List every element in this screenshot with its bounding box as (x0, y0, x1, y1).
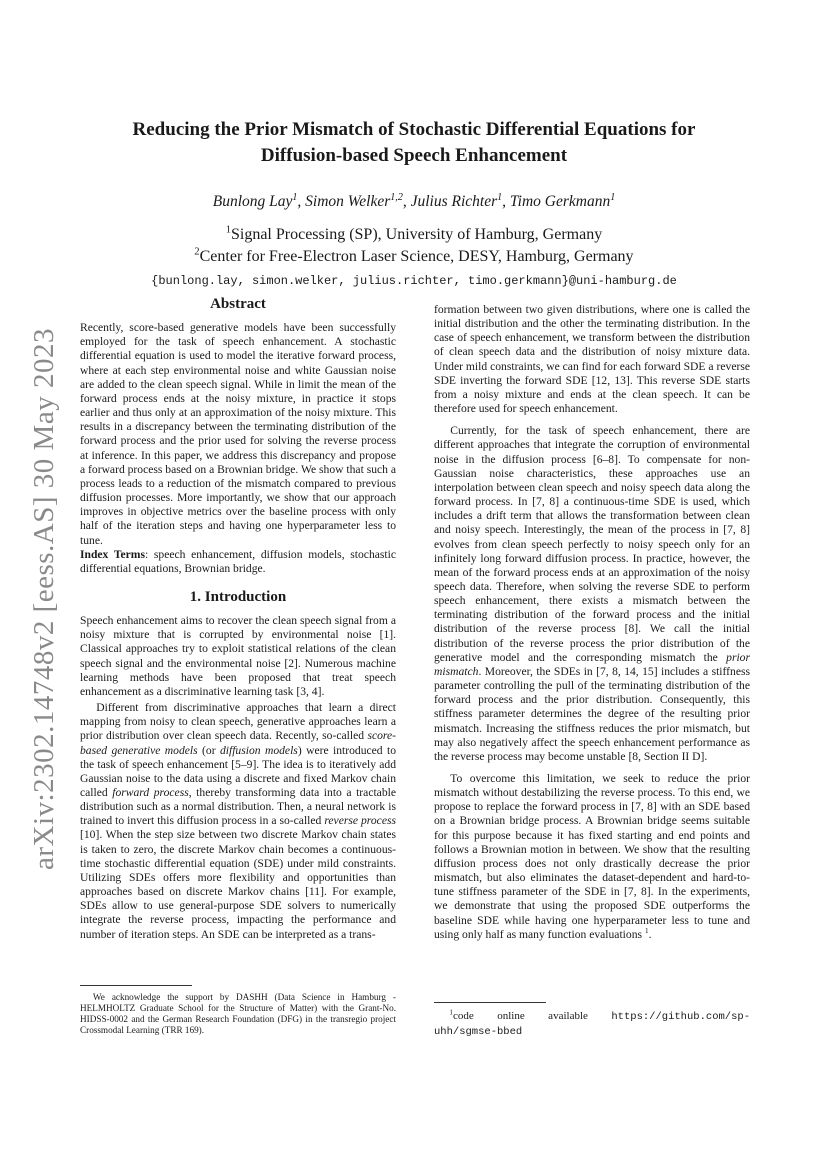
text-run: To overcome this limitation, we seek to reduce the prior mismatch without destabilizing the reverse process. To this end, we propose to replace the forward process in [7, 8] with an SDE based on a Brownian bridge process. A Brownian bridge seems suitable for this purpose because it has fixed starting and end points and follows a Brownian motion in between. We show that the resulting diffusion process does not only drastically decrease the prior mismatch, but also eliminates the dataset-dependent and hard-to-tune stiffness parameter of the SDE in [7, 8]. In the experiments, we demonstrate that using the proposed SDE outperforms the baseline SDE while having one hyperparameter less to tune and using only half as many function evaluations (434, 772, 750, 941)
author: Bunlong Lay (212, 193, 293, 210)
index-terms (80, 548, 396, 576)
affiliation (60, 246, 768, 268)
intro-paragraph-2 (80, 701, 396, 942)
author-affil-mark: 1 (497, 191, 503, 203)
left-column (80, 297, 396, 950)
emphasis: diffusion models (219, 743, 298, 757)
right-paragraph-2 (434, 424, 750, 764)
affiliations (60, 224, 768, 268)
author-affil-mark: 1,2 (390, 191, 403, 203)
affiliation-mark: 1 (225, 224, 231, 236)
author: Timo Gerkmann (509, 193, 611, 210)
text-run: . (648, 927, 652, 941)
footnote-mark: 1 (644, 925, 649, 935)
author-list (60, 193, 768, 211)
text-run: [10]. When the step size between two discrete Markov chain states is taken to zero, the discrete Markov chain becomes a continuous-time stochastic differential equation (SDE) under mild constraints. Utilizing SDEs offers more flexibility and opportunities than approaches based on discrete Markov chains [11]. For example, SDEs allow to use general-purpose SDE solvers to numerically integrate the reverse process, impacting the performance and number of iteration steps. An SDE can be interpreted as a trans- (80, 828, 396, 941)
right-paragraph-3 (434, 772, 750, 942)
code-footnote-label: code online available (452, 1010, 612, 1022)
text-run: ) were introduced to the task of speech enhancement [5–9]. The idea is to iteratively add Gaussian noise to the data using a discrete and fixed Markov chain called (80, 743, 397, 799)
author-affil-mark: 1 (292, 191, 298, 203)
abstract-text: Recently, score-based generative models have been successfully employed for the task of speech enhancement. A stochastic differential equation is used to model the iterative forward process, where at each step environmental noise and white Gaussian noise are added to the clean speech signal. While in limit the mean of the forward process ends at the noisy mixture, in practice it stops earlier and thus only at an approximation of the noisy mixture. This results in a discrepancy between the terminating distribution of the forward process and the prior used for solving the reverse process at inference. In this paper, we address this discrepancy and propose a forward process based on a Brownian bridge. We show that such a process leads to a reduction of the mismatch compared to previous diffusion processes. More importantly, we show that our approach improves in objective metrics over the baseline process with only half of the iteration steps and having one hyperparameter less to tune. (80, 321, 396, 547)
index-terms-label: Index Terms (80, 547, 145, 561)
author: Simon Welker (305, 193, 391, 210)
author-emails: {bunlong.lay, simon.welker, julius.richter, timo.gerkmann}@uni-hamburg.de (151, 274, 677, 288)
introduction-heading: 1. Introduction (189, 588, 287, 605)
paper-title (60, 117, 768, 169)
affiliation-text: Center for Free-Electron Laser Science, DESY, Hamburg, Germany (199, 248, 634, 265)
text-run: Currently, for the task of speech enhancement, there are different approaches that integrate the corruption of environmental noise in the diffusion process [6–8]. To compensate for non-Gaussian noise characteristics, these approaches use an interpolation between clean speech and noisy speech data along the forward process. In [7, 8] a continuous-time SDE is used, which includes a drift term that allows the transformation between clean and noisy speech. Interestingly, the mean of the process in [7, 8] evolves from clean speech perfectly to noisy speech only for an infinitely long forward diffusion process. In practice, however, the mean of the forward process ends at an approximation of the noisy speech data. Therefore, when solving the reverse SDE to perform speech enhancement, there exists a mismatch between the terminating distribution of the forward process and the initial distribution of the reverse process [8]. We call the initial distribution of the reverse process the prior distribution of the generative model and the corresponding mismatch the (434, 424, 750, 664)
title-line-1: Reducing the Prior Mismatch of Stochastic Differential Equations for (132, 119, 696, 140)
acknowledgement-text: We acknowledge the support by DASHH (Data Science in Hamburg - HELMHOLTZ Graduate School for the Structure of Matter) with the Grant-No. HIDSS-0002 and the German Research Foundation (DFG) in the transregio project Crossmodal Learning (TRR 169). (80, 992, 396, 1035)
affiliation-text: Signal Processing (SP), University of Hamburg, Germany (230, 226, 603, 243)
paper-header (60, 117, 768, 288)
author: Julius Richter (410, 193, 498, 210)
emphasis: prior mismatch (434, 650, 750, 678)
text-run: , thereby transforming data into a tractable distribution such as a normal distribution. Then, a neural network is trained to invert this diffusion process in a so-called (80, 786, 396, 828)
code-repo-link[interactable]: https://github.com/sp-uhh/sgmse-bbed (434, 1011, 750, 1038)
right-column (434, 303, 750, 950)
text-run: . Moreover, the SDEs in [7, 8, 14, 15] includes a stiffness parameter controlling the pull of the terminating distribution of the forward process and the prior distribution. Consequently, this stiffness parameter determines the degree of the resulting prior mismatch. Increasing the stiffness reduces the prior mismatch, but may also negatively affect the speech enhancement performance as the reverse process may become unstable [8, Section II D]. (434, 664, 750, 763)
acknowledgement-footnote (80, 985, 396, 1036)
footnote-mark: 1 (449, 1008, 453, 1017)
index-terms-text: : speech enhancement, diffusion models, stochastic differential equations, Brownian bridge. (80, 547, 396, 575)
emphasis: reverse process (324, 814, 396, 828)
affiliation (60, 224, 768, 246)
arxiv-id: arXiv:2302.14748v2 [eess.AS] 30 May 2023 (28, 328, 60, 870)
text-run: Different from discriminative approaches that learn a direct mapping from noisy to clean speech, generative approaches learn a prior distribution over clean speech data. Recently, so-called (80, 701, 396, 743)
right-paragraph-1: formation between two given distributions, where one is called the initial distribution and the other the terminating distribution. In the case of speech enhancement, we transform between the distribution of clean speech data and the distribution of noisy mixture data. Under mild constraints, we can find for each forward SDE a reverse SDE inverting the forward SDE [12, 13]. This reverse SDE starts from a noisy mixture and ends at the clean speech. It can be therefore used for speech enhancement. (434, 303, 750, 416)
code-footnote-text (434, 1009, 750, 1039)
text-run: (or (197, 743, 220, 757)
emphasis: score-based generative models (80, 729, 396, 757)
author-sep: , (502, 193, 510, 210)
emphasis: forward process (112, 786, 189, 799)
footnote-rule (434, 1002, 546, 1003)
footnote-rule (80, 985, 192, 986)
author-affil-mark: 1 (610, 191, 616, 203)
code-footnote (434, 1002, 750, 1039)
abstract-heading: Abstract (210, 296, 266, 312)
title-line-2: Diffusion-based Speech Enhancement (260, 145, 568, 166)
author-sep: , (297, 193, 306, 210)
intro-paragraph-1: Speech enhancement aims to recover the clean speech signal from a noisy mixture that is corrupted by environmental noise [1]. Classical approaches try to exploit statistical relations of the clean speech signal and the environmental noise [2]. Numerous machine learning methods have been proposed that treat speech enhancement as a discriminative learning task [3, 4]. (80, 614, 396, 698)
affiliation-mark: 2 (194, 246, 200, 258)
author-sep: , (402, 193, 411, 210)
